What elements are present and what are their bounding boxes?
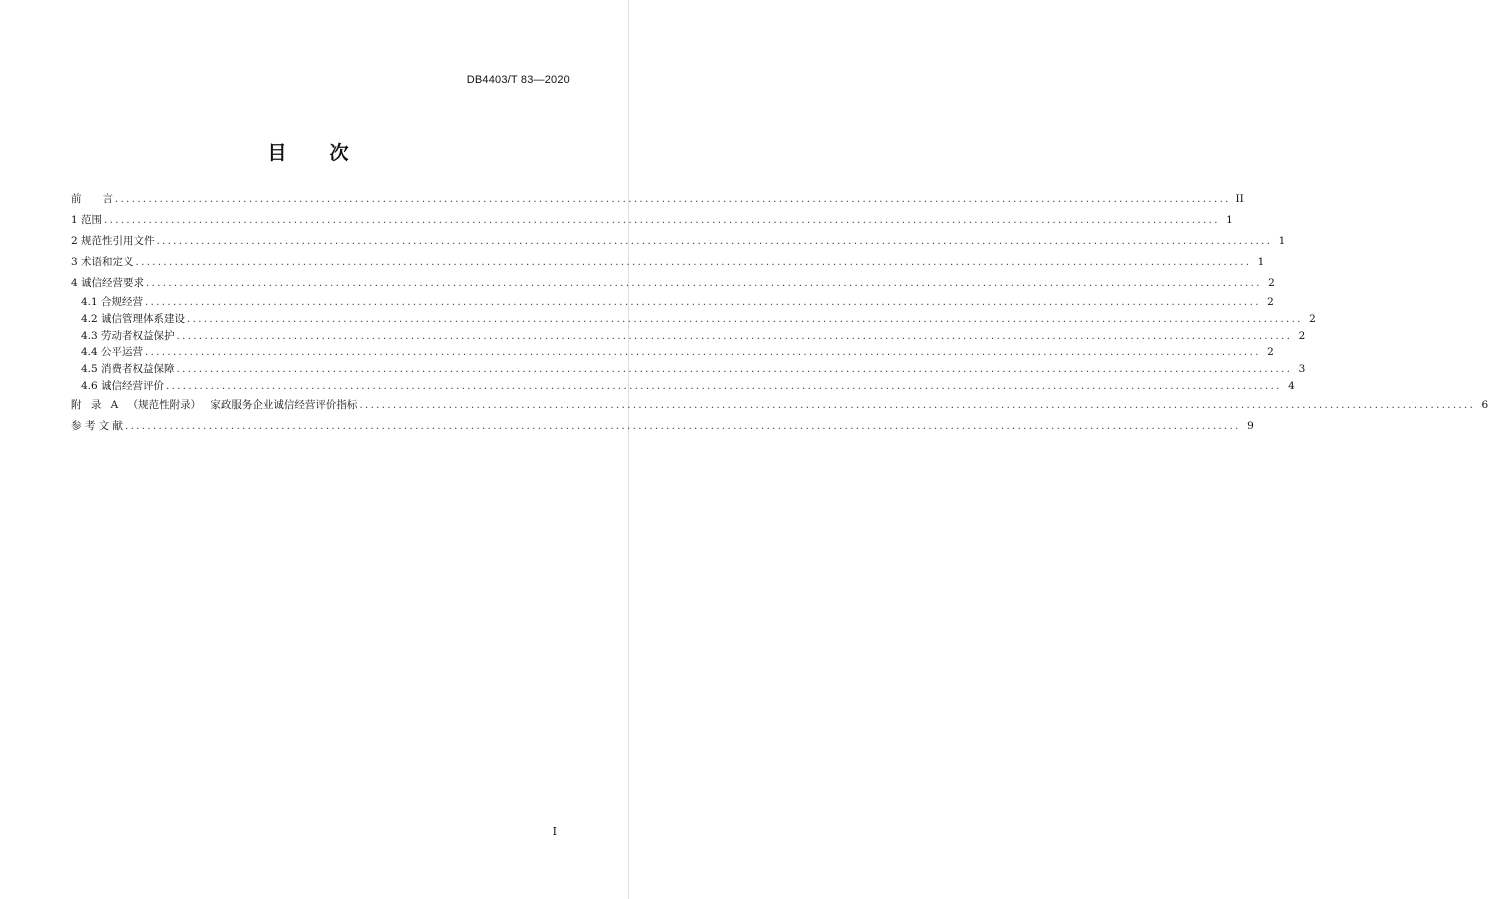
toc-entry-page: 2 [1309,312,1316,325]
toc-entry-label: 4.5 消费者权益保障 [71,361,177,378]
toc-leader-dots: ........................................................................................................................................................................................................ [166,380,1282,392]
page-title: 目 次 [267,142,361,164]
toc-entry[interactable] [71,311,1316,328]
toc-leader-dots: ........................................................................................................................................................................................................ [176,330,1293,342]
toc-entry-label: 2 规范性引用文件 [71,231,157,252]
toc-entry[interactable] [71,361,1306,378]
toc-leader-dots: ........................................................................................................................................................................................................ [187,313,1303,325]
toc-entry-page: 9 [1247,419,1254,432]
toc-entry-page: 2 [1298,329,1306,342]
toc-entry-page: 6 [1481,398,1488,411]
toc-leader-dots: ........................................................................................................................................................................................................ [135,257,1252,268]
toc-entry[interactable] [71,416,1254,437]
toc-entry-page: 3 [1298,363,1306,376]
toc-leader-dots: ........................................................................................................................................................................................................ [145,347,1261,359]
toc-leader-dots: ........................................................................................................................................................................................................ [359,399,1476,411]
toc-entry-page: 1 [1257,256,1265,268]
toc-entry-page: 2 [1267,296,1274,308]
toc-leader-dots: ........................................................................................................................................................................................................ [176,364,1293,376]
toc-entry-label: 4.1 合规经营 [71,294,145,311]
toc-entry-label: 4.6 诚信经营评价 [71,378,166,395]
page-number: I [552,825,557,838]
toc-entry[interactable] [71,294,1274,311]
toc-entry-page: 1 [1278,235,1286,247]
toc-entry-label: 4 诚信经营要求 [71,273,146,294]
toc-entry[interactable] [71,273,1275,294]
toc-entry-page: 2 [1268,277,1275,289]
toc-entry-label: 3 术语和定义 [71,252,136,273]
toc-entry-label: 4.4 公平运营 [71,344,145,361]
toc-entry-label: 参 考 文 献 [71,416,125,437]
toc-entry-page: 2 [1267,346,1274,359]
toc-leader-dots: ........................................................................................................................................................................................................ [115,194,1231,205]
toc-entry-page: 4 [1288,379,1295,392]
toc-entry-page: II [1235,193,1244,205]
toc-entry[interactable] [71,344,1274,361]
toc-entry-label: 前 言 [71,189,115,210]
toc-entry-label: 1 范围 [71,210,104,231]
toc-entry[interactable] [71,328,1306,345]
toc-entry[interactable] [71,189,1244,210]
toc-entry-label: 4.3 劳动者权益保护 [71,328,177,345]
toc-entry[interactable] [71,231,1286,252]
toc-entry[interactable] [71,395,1488,416]
toc-entry[interactable] [71,378,1295,395]
toc-leader-dots: ........................................................................................................................................................................................................ [104,215,1220,226]
toc-leader-dots: ........................................................................................................................................................................................................ [156,236,1273,247]
toc-leader-dots: ........................................................................................................................................................................................................ [125,420,1241,432]
toc-leader-dots: ........................................................................................................................................................................................................ [145,297,1261,308]
table-of-contents [71,189,1488,437]
toc-entry-page: 1 [1226,214,1233,226]
toc-leader-dots: ........................................................................................................................................................................................................ [146,278,1262,289]
toc-entry-label: 附 录 A （规范性附录） 家政服务企业诚信经营评价指标 [71,395,359,416]
document-number: DB4403/T 83—2020 [466,74,570,86]
toc-entry[interactable] [71,210,1233,231]
toc-entry-label: 4.2 诚信管理体系建设 [71,311,187,328]
toc-entry[interactable] [71,252,1265,273]
